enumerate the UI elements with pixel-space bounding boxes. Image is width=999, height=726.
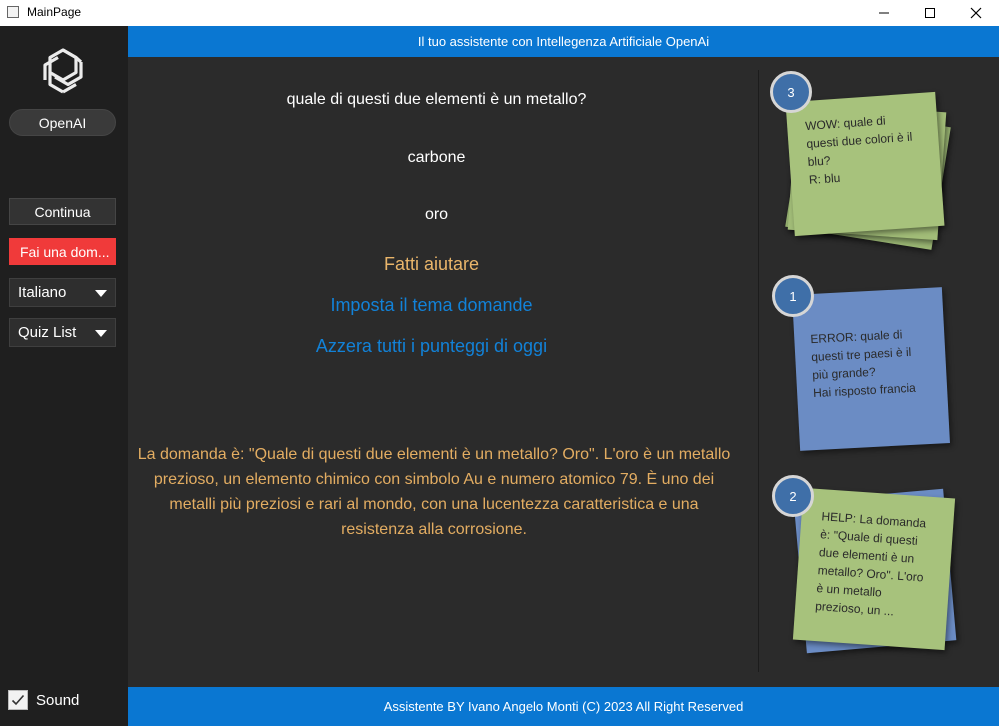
chevron-down-icon [95,290,107,297]
history-note[interactable] [780,77,980,257]
quiz-panel [128,57,758,687]
note-paper [792,287,950,451]
panel-divider [758,70,759,672]
footer-text: Assistente BY Ivano Angelo Monti (C) 2023 All Right Reserved [383,699,744,714]
header-banner [128,26,999,57]
question-text: quale di questi due elementi è un metallo? [286,91,587,108]
quiz-list-select-value: Quiz List [18,324,77,341]
sound-checkbox[interactable] [8,690,28,710]
note-text: ERROR: quale di questi tre paesi è il più grande? Hai risposto francia [809,327,917,401]
set-topic-link[interactable]: Imposta il tema domande [330,295,533,315]
answer-explanation: La domanda è: "Quale di questi due elementi è un metallo? Oro". L'oro è un metallo prezioso, un elemento chimico con simbolo Au e numero atomico 79. È uno dei metalli più preziosi e rari al mondo, con una lucentezza caratteristica e una resistenza alla corrosione. [137,446,731,538]
footer-banner [128,687,999,726]
chevron-down-icon [95,330,107,337]
answer-option-1[interactable]: carbone [407,149,466,166]
help-link[interactable]: Fatti aiutare [383,254,480,274]
reset-scores-link[interactable]: Azzera tutti i punteggi di oggi [315,336,548,356]
openai-button[interactable]: OpenAI [9,109,116,136]
maximize-button[interactable] [907,0,953,26]
checkmark-icon [10,692,26,708]
sidebar [0,26,128,726]
note-paper [786,92,945,236]
window-titlebar [0,0,999,26]
ask-question-button[interactable]: Fai una dom... [9,238,116,265]
note-badge: 2 [772,475,814,517]
minimize-icon [878,7,890,19]
language-select-value: Italiano [18,284,67,301]
minimize-button[interactable] [861,0,907,26]
history-note[interactable] [780,277,980,457]
quiz-list-select[interactable] [9,318,116,347]
window-title: MainPage [27,5,82,19]
sound-label: Sound [36,691,80,709]
maximize-icon [924,7,936,19]
note-paper [793,488,955,650]
sound-toggle[interactable] [8,690,79,710]
answer-option-2[interactable]: oro [424,206,449,223]
close-icon [970,7,982,19]
note-badge: 1 [772,275,814,317]
openai-logo-icon [36,44,90,98]
header-text: Il tuo assistente con Intellegenza Artificiale OpenAi [417,34,710,49]
continue-button[interactable]: Continua [9,198,116,225]
note-text: HELP: La domanda è: "Quale di questi due elementi è un metallo? Oro". L'oro è un metallo prezioso, un ... [814,509,927,619]
close-button[interactable] [953,0,999,26]
app-icon [7,6,19,18]
note-badge: 3 [770,71,812,113]
history-notes-panel [760,57,999,687]
language-select[interactable] [9,278,116,307]
history-note[interactable] [780,477,980,677]
note-text: WOW: quale di questi due colori è il blu? R: blu [804,113,913,187]
